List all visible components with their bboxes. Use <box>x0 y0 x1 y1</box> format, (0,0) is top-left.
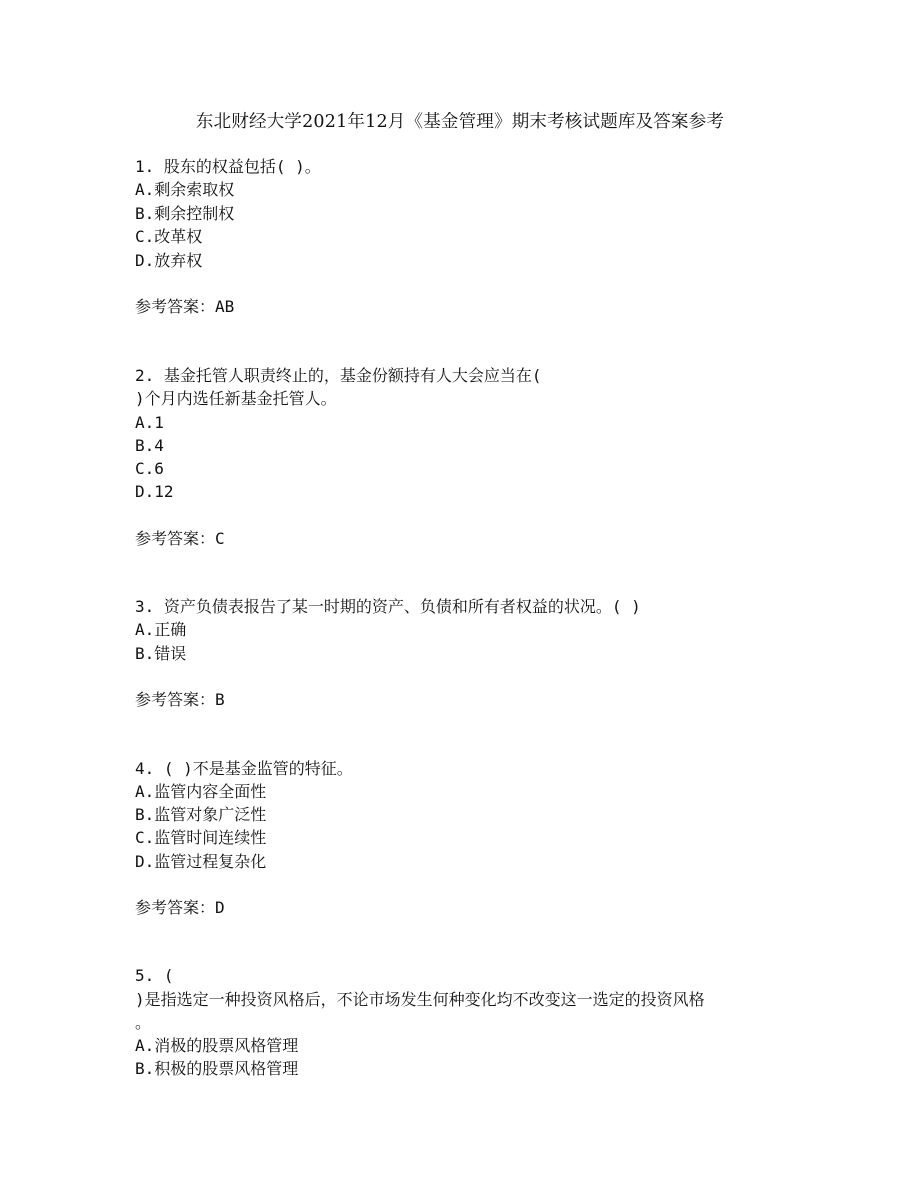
question-1-option-d: D.放弃权 <box>135 251 203 270</box>
question-5-option-b: B.积极的股票风格管理 <box>135 1059 299 1078</box>
question-2-stem-line-2: )个月内选任新基金托管人。 <box>135 389 337 408</box>
question-2-answer: 参考答案：C <box>135 529 225 548</box>
question-2-stem-line-1: 2. 基金托管人职责终止的，基金份额持有人大会应当在( <box>135 366 542 385</box>
question-4-option-d: D.监管过程复杂化 <box>135 852 267 871</box>
question-1-option-c: C.改革权 <box>135 227 203 246</box>
question-5-option-a: A.消极的股票风格管理 <box>135 1036 299 1055</box>
question-4-stem: 4. ( )不是基金监管的特征。 <box>135 759 353 778</box>
question-2-option-c: C.6 <box>135 459 164 478</box>
question-2-option-a: A.1 <box>135 413 164 432</box>
question-3-option-a: A.正确 <box>135 620 187 639</box>
question-3-stem: 3. 资产负债表报告了某一时期的资产、负债和所有者权益的状况。( ) <box>135 597 641 616</box>
question-2-option-d: D.12 <box>135 482 174 501</box>
question-2-option-b: B.4 <box>135 436 164 455</box>
question-1-answer: 参考答案：AB <box>135 297 235 316</box>
question-5-stem-line-1: 5. ( <box>135 966 174 985</box>
question-1-stem: 1. 股东的权益包括( )。 <box>135 157 321 176</box>
question-3-answer: 参考答案：B <box>135 690 225 709</box>
question-3-option-b: B.错误 <box>135 644 187 663</box>
question-5-stem-line-2: )是指选定一种投资风格后，不论市场发生何种变化均不改变这一选定的投资风格 <box>135 990 705 1009</box>
question-4-answer: 参考答案：D <box>135 898 225 917</box>
question-4-option-b: B.监管对象广泛性 <box>135 805 267 824</box>
document-title: 东北财经大学2021年12月《基金管理》期末考核试题库及答案参考 <box>195 112 725 132</box>
question-4-option-c: C.监管时间连续性 <box>135 828 267 847</box>
question-4-option-a: A.监管内容全面性 <box>135 782 267 801</box>
question-1-option-b: B.剩余控制权 <box>135 204 235 223</box>
question-1-option-a: A.剩余索取权 <box>135 180 235 199</box>
question-5-stem-line-3: 。 <box>135 1013 152 1032</box>
